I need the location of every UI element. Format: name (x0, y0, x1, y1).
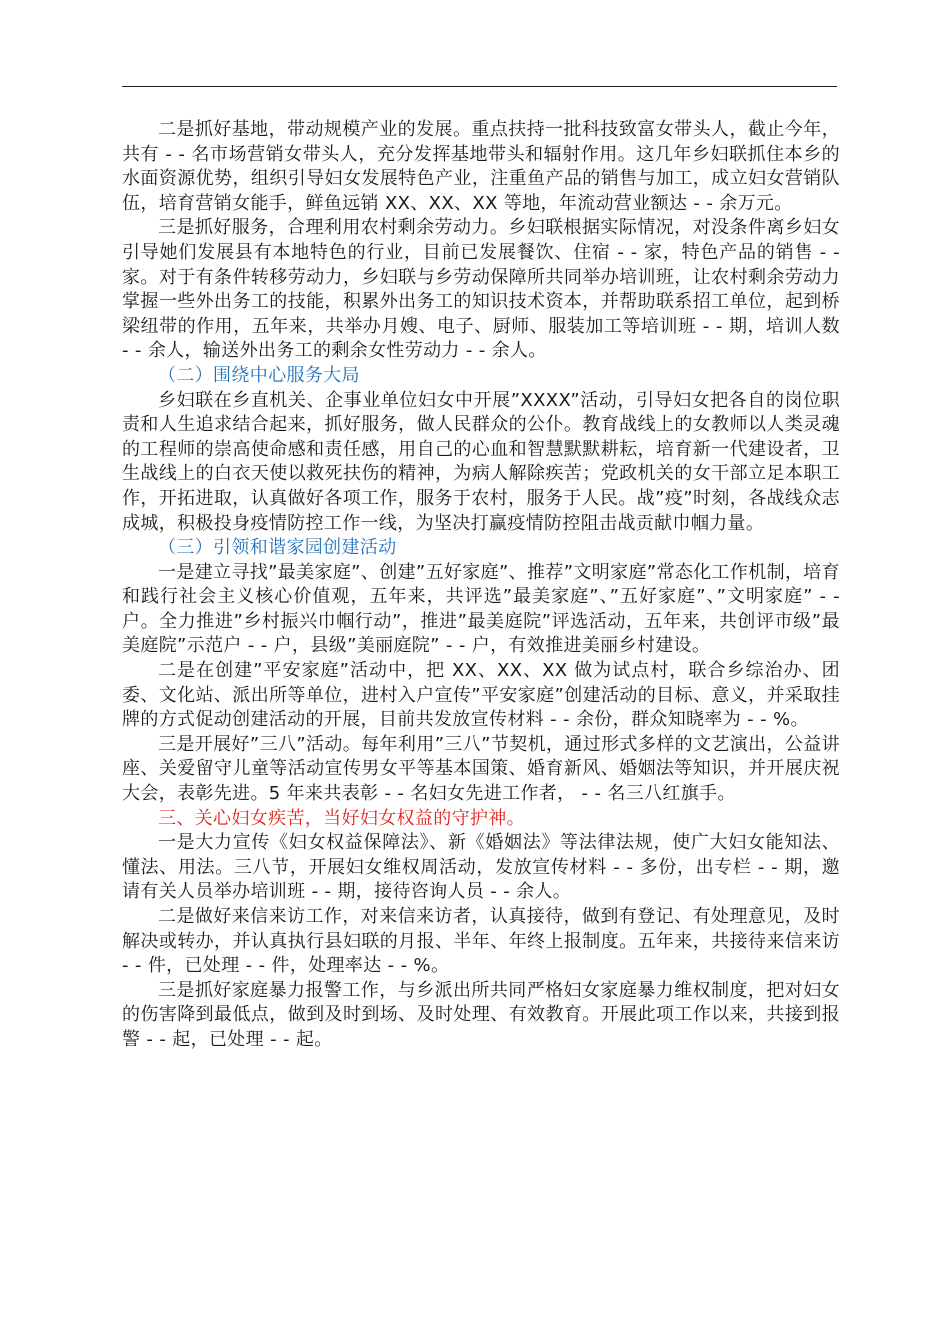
paragraph-best-family: 一是建立寻找”最美家庭”、创建”五好家庭”、推荐”文明家庭”常态化工作机制，培育和践行社会主义核心价值观，五年来，共评选”最美家庭”、”五好家庭”、”文明家庭” - - 户。全力推进”乡村振兴巾帼行动”，推进”最美庭院”评选活动，五年来，共创评市级”最美庭院”示范户 - - 户，县级”美丽庭院” - - 户，有效推进美丽乡村建设。 (122, 561, 840, 657)
paragraph-services: 三是抓好服务，合理利用农村剩余劳动力。乡妇联根据实际情况，对没条件离乡妇女引导她们发展县有本地特色的行业，目前已发展餐饮、住宿 - - 家，特色产品的销售 - - 家。对于有条件转移劳动力，乡妇联与乡劳动保障所共同举办培训班，让农村剩余劳动力掌握一些外出务工的技能，积累外出务工的知识技术资本，并帮助联系招工单位，起到桥梁纽带的作用，五年来，共举办月嫂、电子、厨师、服装加工等培训班 - - 期，培训人数 - - 余人，输送外出务工的剩余女性劳动力 - - 余人。 (122, 217, 840, 362)
section-heading-2: （二）围绕中心服务大局 (158, 364, 360, 386)
paragraph-domestic-violence: 三是抓好家庭暴力报警工作，与乡派出所共同严格妇女家庭暴力维权制度，把对妇女的伤害降到最低点，做到及时到场、及时处理、有效教育。开展此项工作以来，共接到报警 - - 起，已处理 - - 起。 (122, 979, 840, 1050)
header-rule (122, 86, 837, 87)
chapter-heading-3: 三、关心妇女疾苦，当好妇女权益的守护神。 (158, 807, 525, 829)
paragraph-letters-visits: 二是做好来信来访工作，对来信来访者，认真接待，做到有登记、有处理意见，及时解决或转办，并认真执行县妇联的月报、半年、年终上报制度。五年来，共接待来信来访 - - 件，已处理 - - 件，处理率达 - - %。 (122, 906, 840, 977)
section-heading-3: （三）引领和谐家园创建活动 (158, 537, 397, 559)
paragraph-law-publicity: 一是大力宣传《妇女权益保障法》、新《婚姻法》等法律法规，使广大妇女能知法、懂法、用法。三八节，开展妇女维权周活动，发放宣传材料 - - 多份，出专栏 - - 期，邀请有关人员举办培训班 - - 期，接待咨询人员 - - 余人。 (122, 832, 840, 903)
paragraph-base-building: 二是抓好基地，带动规模产业的发展。重点扶持一批科技致富女带头人，截止今年，共有 - - 名市场营销女带头人，充分发挥基地带头和辐射作用。这几年乡妇联抓住本乡的水面资源优势，组织引导妇女发展特色产业，注重鱼产品的销售与加工，成立妇女营销队伍，培育营销女能手，鲜鱼远销 XX、XX、XX 等地，年流动营业额达 - - 余万元。 (122, 119, 840, 214)
paragraph-safe-family: 二是在创建”平安家庭”活动中，把 XX、XX、XX 做为试点村，联合乡综治办、团委、文化站、派出所等单位，进村入户宣传”平安家庭”创建活动的目标、意义，并采取挂牌的方式促动创建活动的开展，目前共发放宣传材料 - - 余份，群众知晓率为 - - %。 (122, 660, 840, 731)
paragraph-xxxx-activity: 乡妇联在乡直机关、企事业单位妇女中开展”XXXX”活动，引导妇女把各自的岗位职责和人生追求结合起来，抓好服务，做人民群众的公仆。教育战线上的女教师以人类灵魂的工程师的崇高使命感和责任感，用自己的心血和智慧默默耕耘，培育新一代建设者，卫生战线上的白衣天使以救死扶伤的精神，为病人解除疾苦；党政机关的女干部立足本职工作，开拓进取，认真做好各项工作，服务于农村，服务于人民。战”疫”时刻，各战线众志成城，积极投身疫情防控工作一线，为坚决打赢疫情防控阻击战贡献巾帼力量。 (122, 389, 840, 534)
paragraph-womens-day: 三是开展好”三八”活动。每年利用”三八”节契机，通过形式多样的文艺演出，公益讲座、关爱留守儿童等活动宣传男女平等基本国策、婚育新风、婚姻法等知识，并开展庆祝大会，表彰先进。5 年来共表彰 - - 名妇女先进工作者， - - 名三八红旗手。 (122, 733, 840, 805)
document-body (122, 118, 840, 1053)
